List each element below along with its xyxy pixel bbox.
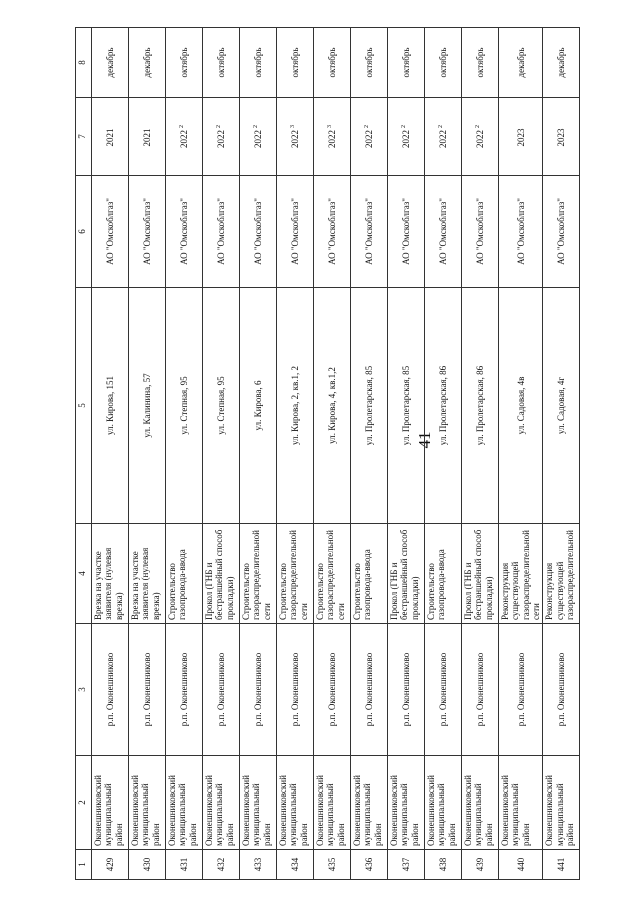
year-cell [92,98,129,176]
work-type-cell: Врезка на участке заявителя (нулевая врезка) [92,524,129,624]
column-header: 3 [76,624,92,756]
district-cell: Оконешниковский муниципальный район [425,756,462,850]
year-cell [129,98,166,176]
column-header: 1 [76,850,92,880]
year-cell [543,98,580,176]
table-row [499,28,543,880]
footnote-mark: 2 [437,125,444,128]
district-cell: Оконешниковский муниципальный район [351,756,388,850]
district-cell: Оконешниковский муниципальный район [240,756,277,850]
year-cell [314,98,351,176]
work-type-cell: Строительство газораспределительной сети [240,524,277,624]
year-cell [425,98,462,176]
district-cell: Оконешниковский муниципальный район [277,756,314,850]
row-number: 430 [129,850,166,880]
column-header: 6 [76,176,92,288]
column-header: 2 [76,756,92,850]
work-type-cell: Врезка на участке заявителя (нулевая врезка) [129,524,166,624]
district-cell: Оконешниковский муниципальный район [314,756,351,850]
work-type-cell: Реконструкция существующей газораспределительной [543,524,580,624]
table-row [166,28,203,880]
row-number: 432 [203,850,240,880]
organization-cell: АО "Омскоблгаз" [462,176,499,288]
organization-cell: АО "Омскоблгаз" [314,176,351,288]
organization-cell: АО "Омскоблгаз" [351,176,388,288]
organization-cell: АО "Омскоблгаз" [543,176,580,288]
year-cell [277,98,314,176]
address-cell: ул. Кирова, 151 [92,288,129,524]
page-number: 41 [415,431,434,449]
district-cell: Оконешниковский муниципальный район [543,756,580,850]
row-number: 438 [425,850,462,880]
row-number: 429 [92,850,129,880]
work-type-cell: Прокол (ГНБ и бестраншейный способ прокладки) [462,524,499,624]
settlement-cell: р.п. Оконешниково [388,624,425,756]
year-cell [240,98,277,176]
month-cell: октябрь [277,28,314,98]
settlement-cell: р.п. Оконешниково [462,624,499,756]
table-row [203,28,240,880]
footnote-mark: 3 [289,125,296,128]
settlement-cell: р.п. Оконешниково [543,624,580,756]
row-number: 434 [277,850,314,880]
table-row [543,28,580,880]
work-type-cell: Строительство газопровода-ввода [166,524,203,624]
month-cell: декабрь [499,28,543,98]
year-value: 2022 [474,130,485,148]
address-cell: ул. Пролетарская, 85 [351,288,388,524]
address-cell: ул. Кирова, 4, кв.1,2 [314,288,351,524]
settlement-cell: р.п. Оконешниково [92,624,129,756]
address-cell: ул. Кирова, 2, кв.1, 2 [277,288,314,524]
district-cell: Оконешниковский муниципальный район [499,756,543,850]
column-header: 5 [76,288,92,524]
organization-cell: АО "Омскоблгаз" [499,176,543,288]
footnote-mark: 2 [474,125,481,128]
footnote-mark: 2 [252,125,259,128]
district-cell: Оконешниковский муниципальный район [388,756,425,850]
address-cell: ул. Кирова, 6 [240,288,277,524]
year-value: 2023 [556,128,567,147]
year-value: 2022 [215,130,226,148]
footnote-mark: 2 [400,125,407,128]
month-cell: октябрь [203,28,240,98]
address-cell: ул. Садовая, 4г [543,288,580,524]
district-cell: Оконешниковский муниципальный район [129,756,166,850]
month-cell: декабрь [129,28,166,98]
year-value: 2021 [141,128,152,147]
organization-cell: АО "Омскоблгаз" [203,176,240,288]
settlement-cell: р.п. Оконешниково [203,624,240,756]
organization-cell: АО "Омскоблгаз" [166,176,203,288]
organization-cell: АО "Омскоблгаз" [129,176,166,288]
row-number: 433 [240,850,277,880]
table-row [351,28,388,880]
organization-cell: АО "Омскоблгаз" [388,176,425,288]
year-value: 2022 [178,130,189,148]
organization-cell: АО "Омскоблгаз" [92,176,129,288]
month-cell: октябрь [166,28,203,98]
row-number: 435 [314,850,351,880]
month-cell: октябрь [314,28,351,98]
header-row [76,28,92,880]
year-value: 2022 [400,130,411,148]
district-cell: Оконешниковский муниципальный район [92,756,129,850]
month-cell: октябрь [388,28,425,98]
table-row [240,28,277,880]
footnote-mark: 2 [178,125,185,128]
footnote-mark: 2 [215,125,222,128]
work-type-cell: Прокол (ГНБ и бестраншейный способ прокладки) [203,524,240,624]
year-cell [499,98,543,176]
work-type-cell: Реконструкция существующей газораспределительной сети [499,524,543,624]
month-cell: октябрь [462,28,499,98]
year-value: 2021 [104,128,115,147]
column-header: 7 [76,98,92,176]
district-cell: Оконешниковский муниципальный район [462,756,499,850]
year-value: 2022 [252,130,263,148]
district-cell: Оконешниковский муниципальный район [203,756,240,850]
month-cell: декабрь [543,28,580,98]
column-header: 8 [76,28,92,98]
row-number: 439 [462,850,499,880]
month-cell: октябрь [351,28,388,98]
settlement-cell: р.п. Оконешниково [314,624,351,756]
row-number: 441 [543,850,580,880]
footnote-mark: 2 [363,125,370,128]
address-cell: ул. Садовая, 4в [499,288,543,524]
row-number: 436 [351,850,388,880]
year-cell [462,98,499,176]
year-value: 2023 [515,128,526,147]
settlement-cell: р.п. Оконешниково [277,624,314,756]
settlement-cell: р.п. Оконешниково [129,624,166,756]
settlement-cell: р.п. Оконешниково [499,624,543,756]
year-value: 2022 [289,130,300,148]
year-value: 2022 [363,130,374,148]
table-body [92,28,580,880]
month-cell: октябрь [240,28,277,98]
settlement-cell: р.п. Оконешниково [240,624,277,756]
month-cell: декабрь [92,28,129,98]
address-cell: ул. Пролетарская, 86 [462,288,499,524]
table-row [425,28,462,880]
organization-cell: АО "Омскоблгаз" [277,176,314,288]
address-cell: ул. Пролетарская, 85 [388,288,425,524]
work-type-cell: Строительство газопровода-ввода [425,524,462,624]
footnote-mark: 3 [326,125,333,128]
year-cell [166,98,203,176]
month-cell: октябрь [425,28,462,98]
work-type-cell: Прокол (ГНБ и бестраншейный способ прокладки) [388,524,425,624]
work-type-cell: Строительство газопровода-ввода [351,524,388,624]
table-row [92,28,129,880]
table-row [388,28,425,880]
address-cell: ул. Степная, 95 [203,288,240,524]
work-type-cell: Строительство газораспределительной сети [277,524,314,624]
year-value: 2022 [437,130,448,148]
work-type-cell: Строительство газораспределительной сети [314,524,351,624]
year-cell [388,98,425,176]
row-number: 437 [388,850,425,880]
year-cell [351,98,388,176]
rotated-table-container [75,28,579,880]
table-row [314,28,351,880]
table-row [277,28,314,880]
table-row [129,28,166,880]
settlement-cell: р.п. Оконешниково [425,624,462,756]
address-cell: ул. Пролетарская, 86 [425,288,462,524]
year-cell [203,98,240,176]
column-header: 4 [76,524,92,624]
settlement-cell: р.п. Оконешниково [166,624,203,756]
row-number: 440 [499,850,543,880]
gasification-table [75,27,580,880]
year-value: 2022 [326,130,337,148]
organization-cell: АО "Омскоблгаз" [240,176,277,288]
district-cell: Оконешниковский муниципальный район [166,756,203,850]
organization-cell: АО "Омскоблгаз" [425,176,462,288]
address-cell: ул. Калинина, 57 [129,288,166,524]
address-cell: ул. Степная, 95 [166,288,203,524]
table-row [462,28,499,880]
row-number: 431 [166,850,203,880]
settlement-cell: р.п. Оконешниково [351,624,388,756]
